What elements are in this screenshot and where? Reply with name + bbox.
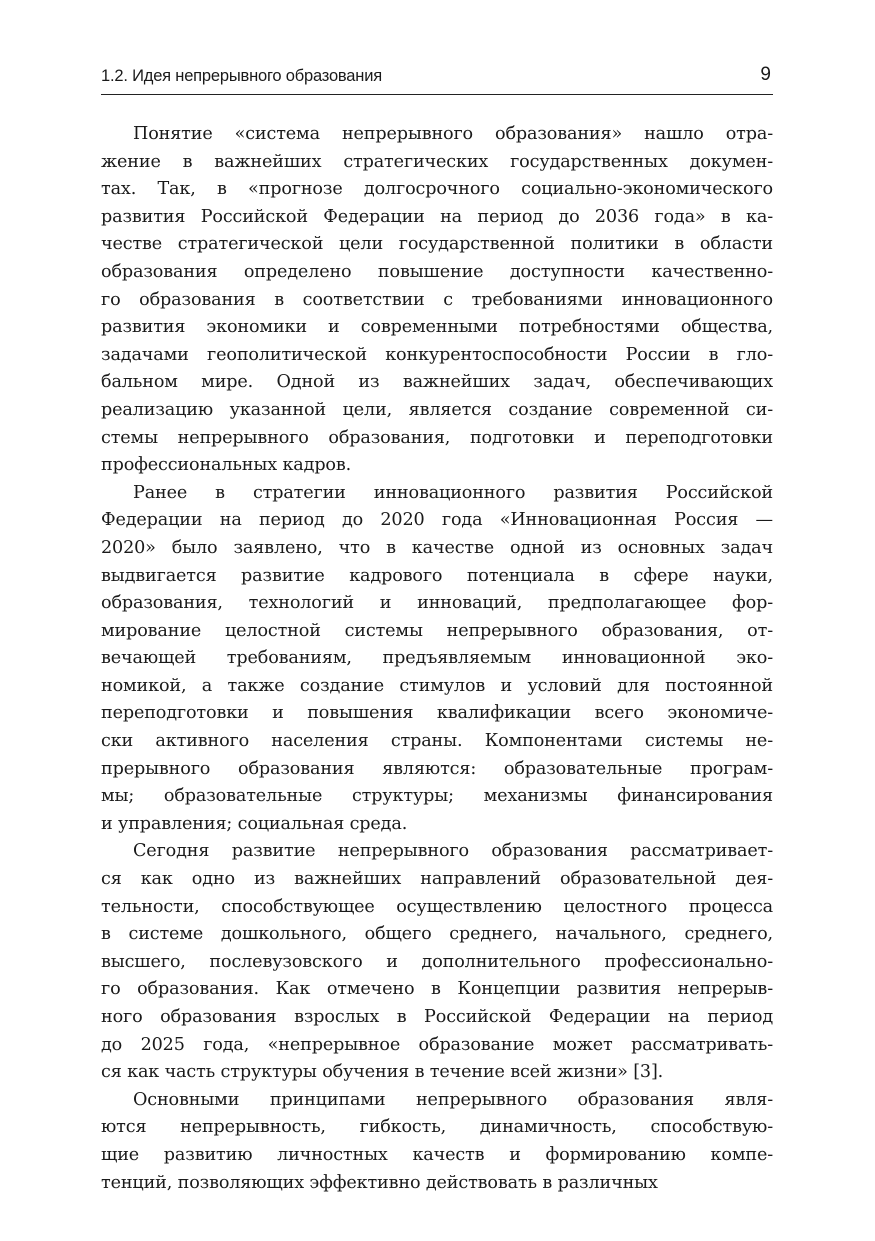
text-line: тах. Так, в «прогнозе долгосрочного социально-экономического — [101, 179, 773, 200]
paragraph — [101, 480, 773, 839]
text-line: щие развитию личностных качеств и формированию компе- — [101, 1144, 773, 1165]
text-line: мирование целостной системы непрерывного образования, от- — [101, 620, 773, 641]
text-line: ся как часть структуры обучения в течение всей жизни» [3]. — [101, 1062, 664, 1083]
text-line: реализацию указанной цели, является создание современной си- — [101, 399, 773, 420]
text-line: Ранее в стратегии инновационного развития Российской — [133, 482, 773, 503]
text-line: номикой, а также создание стимулов и условий для постоянной — [101, 675, 773, 696]
text-line: образования, технологий и инноваций, предполагающее фор- — [101, 593, 773, 614]
text-line: в системе дошкольного, общего среднего, начального, среднего, — [101, 924, 773, 945]
text-line: переподготовки и повышения квалификации всего экономиче- — [101, 703, 773, 724]
text-line: тельности, способствующее осуществлению целостного процесса — [101, 896, 773, 917]
text-line: до 2025 года, «непрерывное образование может рассматривать- — [101, 1034, 773, 1055]
text-line: ски активного населения страны. Компонентами системы не- — [101, 731, 773, 752]
text-line: го образования в соответствии с требованиями инновационного — [101, 289, 773, 310]
running-header — [101, 64, 773, 95]
text-line: Понятие «система непрерывного образования» нашло отра- — [133, 124, 773, 144]
text-line: жение в важнейших стратегических государственных докумен- — [101, 151, 773, 172]
text-line: мы; образовательные структуры; механизмы финансирования — [101, 786, 773, 807]
text-line: Основными принципами непрерывного образования явля- — [133, 1089, 773, 1110]
text-line: развития Российской Федерации на период до 2036 года» в ка- — [101, 206, 773, 227]
text-line: стемы непрерывного образования, подготовки и переподготовки — [101, 427, 773, 448]
paragraph — [101, 1087, 773, 1197]
text-line: прерывного образования являются: образовательные програм- — [101, 758, 773, 779]
text-line: высшего, послевузовского и дополнительного профессионально- — [101, 951, 773, 972]
text-line: задачами геополитической конкурентоспособности России в гло- — [101, 344, 773, 365]
text-line: го образования. Как отмечено в Концепции развития непрерыв- — [101, 979, 773, 1000]
text-line: честве стратегической цели государственной политики в области — [101, 234, 773, 255]
text-line: бальном мире. Одной из важнейших задач, обеспечивающих — [101, 372, 773, 393]
text-line: Федерации на период до 2020 года «Инновационная Россия — — [101, 510, 773, 531]
text-line: развития экономики и современными потребностями общества, — [101, 317, 773, 338]
text-line: Сегодня развитие непрерывного образования рассматривает- — [133, 841, 773, 862]
text-line: выдвигается развитие кадрового потенциала в сфере науки, — [101, 565, 773, 586]
page-number: 9 — [760, 64, 771, 85]
text-line: тенций, позволяющих эффективно действовать в различных — [101, 1172, 658, 1193]
text-line: ного образования взрослых в Российской Федерации на период — [101, 1007, 773, 1027]
body-text — [101, 121, 773, 1197]
text-line: ся как одно из важнейших направлений образовательной дея- — [101, 869, 773, 890]
paragraph — [101, 838, 773, 1086]
text-line: вечающей требованиям, предъявляемым инновационной эко- — [101, 648, 773, 669]
text-line: и управления; социальная среда. — [101, 813, 408, 834]
paragraph — [101, 121, 773, 480]
text-line: 2020» было заявлено, что в качестве одной из основных задач — [101, 537, 773, 558]
text-line: ются непрерывность, гибкость, динамичность, способствую- — [101, 1117, 773, 1138]
text-line: образования определено повышение доступности качественно- — [101, 261, 773, 282]
running-title: 1.2. Идея непрерывного образования — [101, 67, 382, 85]
text-line: профессиональных кадров. — [101, 455, 352, 476]
